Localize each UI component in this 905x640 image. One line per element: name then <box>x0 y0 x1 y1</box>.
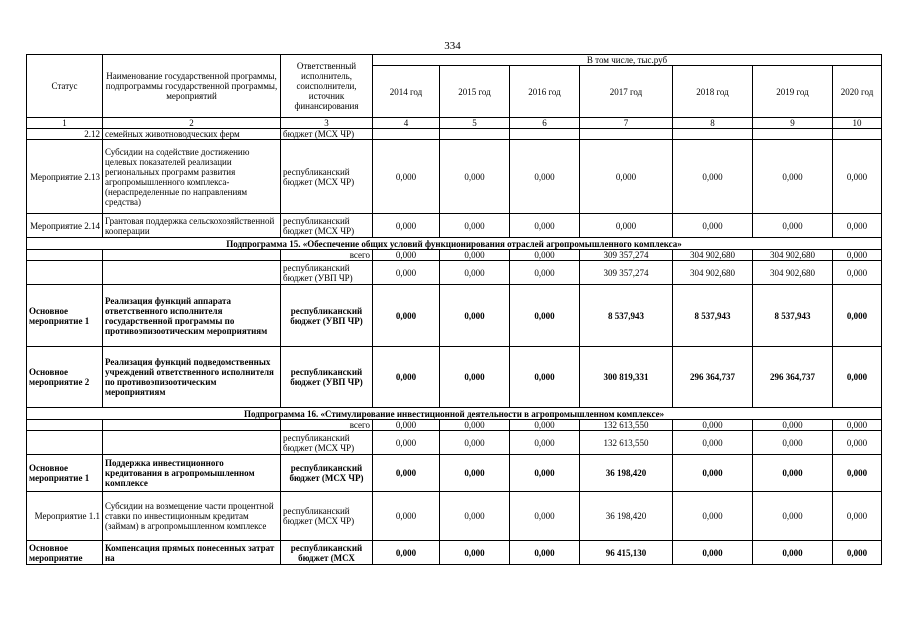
amount-cell: 0,000 <box>673 214 753 238</box>
header-name: Наименование государственной программы, подпрограммы государственной программы, мероприятий <box>103 55 281 118</box>
amount-cell <box>753 129 833 140</box>
column-number: 10 <box>833 118 882 129</box>
name-cell <box>103 420 281 431</box>
status-cell: Основное мероприятие 2 <box>27 347 103 408</box>
amount-cell: 0,000 <box>440 492 510 541</box>
name-cell <box>103 250 281 261</box>
header-status: Статус <box>27 55 103 118</box>
amount-cell: 0,000 <box>510 492 580 541</box>
name-cell: Субсидии на содействие достижению целевых показателей реализации региональных программ развития агропромышленного комплекса- (нераспределенные по направлениям средства) <box>103 140 281 214</box>
amount-cell: 0,000 <box>440 347 510 408</box>
header-year: 2016 год <box>510 66 580 118</box>
amount-cell <box>580 129 673 140</box>
table-row <box>27 140 882 214</box>
amount-cell: 96 415,130 <box>580 541 673 565</box>
responsible-cell: республиканский бюджет (УВП ЧР) <box>281 347 373 408</box>
amount-cell: 0,000 <box>373 431 440 455</box>
status-cell: Основное мероприятие <box>27 541 103 565</box>
subprogram-title: Подпрограмма 16. «Стимулирование инвестиционной деятельности в агропромышленном комплексе» <box>27 408 882 420</box>
amount-cell: 0,000 <box>373 214 440 238</box>
amount-cell: 0,000 <box>510 285 580 347</box>
table-row <box>27 431 882 455</box>
amount-cell: 0,000 <box>510 347 580 408</box>
amount-cell: 0,000 <box>833 455 882 492</box>
status-cell: Мероприятие 1.1 <box>27 492 103 541</box>
status-cell: 2.12 <box>27 129 103 140</box>
amount-cell: 300 819,331 <box>580 347 673 408</box>
amount-cell: 0,000 <box>833 261 882 285</box>
amount-cell: 36 198,420 <box>580 455 673 492</box>
responsible-cell: республиканский бюджет (МСХ ЧР) <box>281 214 373 238</box>
amount-cell <box>673 129 753 140</box>
amount-cell <box>833 129 882 140</box>
name-cell: Реализация функций подведомственных учреждений ответственного исполнителя по противоэпизоотическим мероприятиям <box>103 347 281 408</box>
amount-cell: 0,000 <box>753 492 833 541</box>
page-number: 334 <box>444 40 461 52</box>
name-cell: Грантовая поддержка сельскохозяйственной кооперации <box>103 214 281 238</box>
amount-cell: 0,000 <box>440 140 510 214</box>
amount-cell: 0,000 <box>833 431 882 455</box>
financing-table <box>26 54 882 565</box>
amount-cell: 0,000 <box>833 492 882 541</box>
amount-cell: 0,000 <box>510 250 580 261</box>
table-row <box>27 129 882 140</box>
amount-cell: 0,000 <box>440 214 510 238</box>
responsible-cell: республиканский бюджет (МСХ ЧР) <box>281 140 373 214</box>
subprogram-title: Подпрограмма 15. «Обеспечение общих условий функционирования отраслей агропромышленного комплекса» <box>27 238 882 250</box>
amount-cell: 0,000 <box>510 420 580 431</box>
amount-cell: 296 364,737 <box>673 347 753 408</box>
amount-cell: 0,000 <box>673 492 753 541</box>
amount-cell: 0,000 <box>753 455 833 492</box>
responsible-cell: республиканский бюджет (УВП ЧР) <box>281 261 373 285</box>
subprogram-row <box>27 238 882 250</box>
amount-cell: 0,000 <box>673 455 753 492</box>
table-body <box>27 55 882 565</box>
header-including: В том числе, тыс.руб <box>373 55 882 66</box>
amount-cell: 0,000 <box>373 140 440 214</box>
status-cell <box>27 261 103 285</box>
status-cell: Мероприятие 2.13 <box>27 140 103 214</box>
responsible-cell: республиканский бюджет (МСХ ЧР) <box>281 455 373 492</box>
table-row <box>27 455 882 492</box>
amount-cell: 309 357,274 <box>580 261 673 285</box>
header-year: 2018 год <box>673 66 753 118</box>
amount-cell: 0,000 <box>753 541 833 565</box>
name-cell: семейных животноводческих ферм <box>103 129 281 140</box>
amount-cell: 0,000 <box>833 140 882 214</box>
amount-cell: 0,000 <box>510 455 580 492</box>
amount-cell: 132 613,550 <box>580 420 673 431</box>
header-responsible: Ответственный исполнитель, соисполнители, источник финансирования <box>281 55 373 118</box>
amount-cell: 8 537,943 <box>580 285 673 347</box>
column-number: 7 <box>580 118 673 129</box>
header-year: 2014 год <box>373 66 440 118</box>
name-cell: Компенсация прямых понесенных затрат на <box>103 541 281 565</box>
header-year: 2019 год <box>753 66 833 118</box>
amount-cell: 0,000 <box>833 541 882 565</box>
subprogram-row <box>27 408 882 420</box>
responsible-cell: бюджет (МСХ ЧР) <box>281 129 373 140</box>
amount-cell: 0,000 <box>373 285 440 347</box>
amount-cell: 0,000 <box>833 285 882 347</box>
amount-cell: 8 537,943 <box>753 285 833 347</box>
amount-cell: 0,000 <box>580 140 673 214</box>
responsible-cell: всего <box>281 250 373 261</box>
column-number: 8 <box>673 118 753 129</box>
amount-cell: 36 198,420 <box>580 492 673 541</box>
responsible-cell: республиканский бюджет (МСХ <box>281 541 373 565</box>
table-row <box>27 347 882 408</box>
column-number: 2 <box>103 118 281 129</box>
header-year: 2020 год <box>833 66 882 118</box>
amount-cell: 0,000 <box>440 431 510 455</box>
status-cell <box>27 420 103 431</box>
amount-cell: 0,000 <box>510 541 580 565</box>
status-cell: Основное мероприятие 1 <box>27 285 103 347</box>
table-row <box>27 541 882 565</box>
column-numbers-row <box>27 118 882 129</box>
table-row <box>27 250 882 261</box>
status-cell <box>27 431 103 455</box>
amount-cell: 0,000 <box>440 420 510 431</box>
status-cell <box>27 250 103 261</box>
status-cell: Мероприятие 2.14 <box>27 214 103 238</box>
amount-cell <box>510 129 580 140</box>
amount-cell: 0,000 <box>440 285 510 347</box>
header-row-top <box>27 55 882 66</box>
name-cell <box>103 261 281 285</box>
amount-cell: 304 902,680 <box>753 250 833 261</box>
amount-cell: 0,000 <box>440 455 510 492</box>
amount-cell: 0,000 <box>373 250 440 261</box>
amount-cell: 304 902,680 <box>673 250 753 261</box>
column-number: 3 <box>281 118 373 129</box>
column-number: 9 <box>753 118 833 129</box>
amount-cell: 0,000 <box>833 214 882 238</box>
amount-cell: 304 902,680 <box>753 261 833 285</box>
table-row <box>27 285 882 347</box>
amount-cell: 0,000 <box>833 250 882 261</box>
amount-cell: 0,000 <box>510 431 580 455</box>
header-year: 2015 год <box>440 66 510 118</box>
amount-cell: 309 357,274 <box>580 250 673 261</box>
amount-cell: 296 364,737 <box>753 347 833 408</box>
amount-cell: 132 613,550 <box>580 431 673 455</box>
amount-cell: 8 537,943 <box>673 285 753 347</box>
amount-cell: 0,000 <box>510 261 580 285</box>
table-row <box>27 492 882 541</box>
column-number: 1 <box>27 118 103 129</box>
amount-cell: 0,000 <box>753 140 833 214</box>
amount-cell: 0,000 <box>510 140 580 214</box>
table-row <box>27 214 882 238</box>
amount-cell: 0,000 <box>753 420 833 431</box>
amount-cell: 0,000 <box>753 431 833 455</box>
name-cell <box>103 431 281 455</box>
amount-cell: 0,000 <box>440 250 510 261</box>
amount-cell: 0,000 <box>440 541 510 565</box>
amount-cell: 0,000 <box>753 214 833 238</box>
amount-cell: 0,000 <box>673 140 753 214</box>
amount-cell: 0,000 <box>673 431 753 455</box>
amount-cell: 0,000 <box>833 420 882 431</box>
amount-cell: 0,000 <box>510 214 580 238</box>
column-number: 5 <box>440 118 510 129</box>
name-cell: Реализация функций аппарата ответственного исполнителя государственной программы по противоэпизоотическим мероприятиям <box>103 285 281 347</box>
amount-cell: 0,000 <box>373 492 440 541</box>
name-cell: Поддержка инвестиционного кредитования в агропромышленном комплексе <box>103 455 281 492</box>
amount-cell: 0,000 <box>833 347 882 408</box>
table-row <box>27 420 882 431</box>
amount-cell <box>440 129 510 140</box>
table-row <box>27 261 882 285</box>
responsible-cell: республиканский бюджет (МСХ ЧР) <box>281 431 373 455</box>
amount-cell <box>373 129 440 140</box>
amount-cell: 0,000 <box>373 347 440 408</box>
name-cell: Субсидии на возмещение части процентной ставки по инвестиционным кредитам (займам) в агропромышленном комплексе <box>103 492 281 541</box>
amount-cell: 304 902,680 <box>673 261 753 285</box>
responsible-cell: республиканский бюджет (УВП ЧР) <box>281 285 373 347</box>
amount-cell: 0,000 <box>373 455 440 492</box>
amount-cell: 0,000 <box>373 541 440 565</box>
column-number: 4 <box>373 118 440 129</box>
amount-cell: 0,000 <box>673 541 753 565</box>
amount-cell: 0,000 <box>373 261 440 285</box>
responsible-cell: всего <box>281 420 373 431</box>
amount-cell: 0,000 <box>373 420 440 431</box>
header-year: 2017 год <box>580 66 673 118</box>
amount-cell: 0,000 <box>440 261 510 285</box>
column-number: 6 <box>510 118 580 129</box>
responsible-cell: республиканский бюджет (МСХ ЧР) <box>281 492 373 541</box>
status-cell: Основное мероприятие 1 <box>27 455 103 492</box>
amount-cell: 0,000 <box>673 420 753 431</box>
amount-cell: 0,000 <box>580 214 673 238</box>
